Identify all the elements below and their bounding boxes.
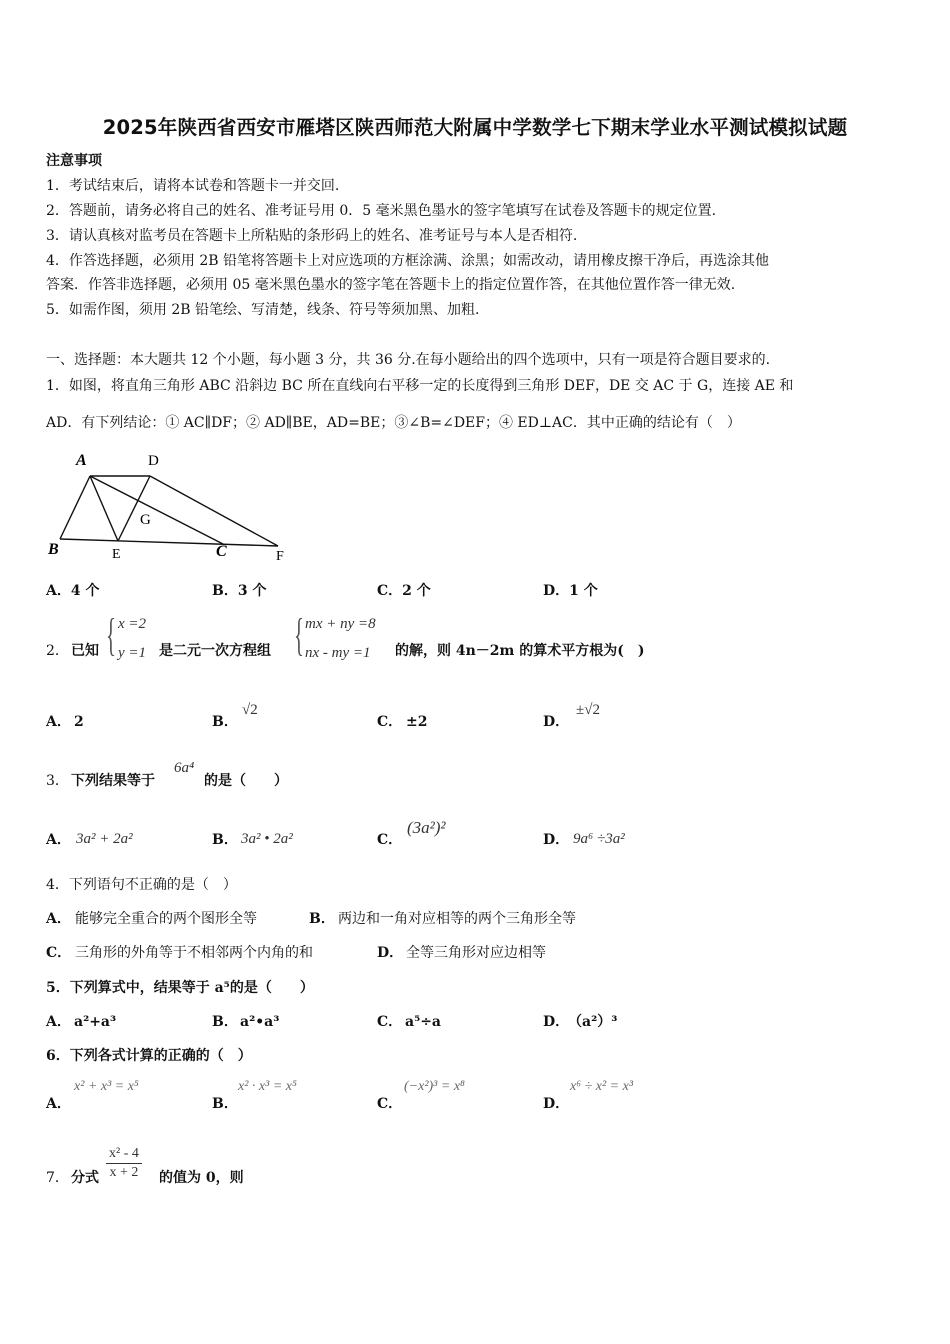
q1-stem-line2: AD．有下列结论：① AC∥DF；② AD∥BE，AD=BE；③∠B=∠DEF；④ ED⊥AC．其中正确的结论有（ ） [46, 415, 741, 431]
q6-stem: 6．下列各式计算的正确的（ ） [46, 1048, 252, 1064]
q3-option-a-letter: A． [46, 832, 71, 848]
q2-option-a: 2 [74, 714, 84, 730]
q1-label-B: B [48, 541, 59, 558]
q1-label-D: D [148, 453, 159, 469]
notice-item-2: 2．答题前，请务必将自己的姓名、准考证号用 0．5 毫米黑色墨水的签字笔填写在试卷及答题卡的规定位置. [46, 203, 717, 219]
notice-item-3: 3．请认真核对监考员在答题卡上所粘贴的条形码上的姓名、准考证号与本人是否相符. [46, 228, 578, 244]
q5-option-d: （a²）³ [568, 1014, 618, 1030]
q2-option-a-letter: A． [46, 714, 71, 730]
q3-post: 的是（ ） [204, 773, 288, 789]
q3-option-b-letter: B． [212, 832, 238, 848]
q7-number: 7． [46, 1170, 69, 1186]
q2-sys2-eq1: mx + ny =8 [305, 616, 376, 632]
q4-option-b: 两边和一角对应相等的两个三角形全等 [338, 911, 576, 927]
q3-pre: 下列结果等于 [71, 773, 155, 789]
q6-option-b: x² · x³ = x⁵ [238, 1079, 297, 1094]
q6-option-a: x² + x³ = x⁵ [74, 1079, 139, 1094]
q2-option-d-letter: D． [543, 714, 570, 730]
q4-stem: 4．下列语句不正确的是（ ） [46, 877, 237, 893]
q5-option-d-letter: D． [543, 1014, 570, 1030]
q1-label-G: G [140, 512, 151, 528]
q4-option-a-letter: A． [46, 911, 71, 927]
q4-option-c-letter: C． [46, 945, 72, 961]
q6-option-a-letter: A． [46, 1096, 71, 1112]
q3-option-c-letter: C． [377, 832, 403, 848]
notice-item-5: 5．如需作图，须用 2B 铅笔绘、写清楚，线条、符号等须加黑、加粗. [46, 302, 480, 318]
q4-option-a: 能够完全重合的两个图形全等 [75, 911, 257, 927]
q2-option-d: ±√2 [576, 702, 600, 718]
q1-label-C: C [216, 543, 227, 560]
section-heading: 一、选择题：本大题共 12 个小题，每小题 3 分，共 36 分.在每小题给出的四个选项中，只有一项是符合题目要求的. [46, 352, 771, 368]
page-title: 2025年陕西省西安市雁塔区陕西师范大附属中学数学七下期末学业水平测试模拟试题 [102, 116, 848, 139]
q3-option-d: 9a⁶ ÷3a² [573, 831, 625, 847]
q7-pre: 分式 [71, 1170, 99, 1186]
q1-option-d: D．1 个 [543, 583, 598, 599]
q7-denominator: x + 2 [109, 1165, 139, 1180]
q1-stem-line1: 1．如图，将直角三角形 ABC 沿斜边 BC 所在直线向右平移一定的长度得到三角形 DEF，DE 交 AC 于 G，连接 AE 和 [46, 378, 794, 394]
q1-figure [40, 446, 300, 566]
q7-fraction [106, 1146, 142, 1181]
q4-option-c: 三角形的外角等于不相邻两个内角的和 [75, 945, 313, 961]
q3-option-a: 3a² + 2a² [76, 831, 133, 847]
q2-pre: 已知 [71, 643, 99, 659]
notice-heading: 注意事项 [46, 153, 102, 169]
q1-label-A: A [76, 452, 87, 469]
q3-option-b: 3a² • 2a² [241, 831, 293, 847]
q2-post: 的解，则 4n－2m 的算术平方根为( ) [395, 643, 645, 659]
q2-sys1-eq1: x =2 [118, 616, 147, 632]
q1-label-E: E [112, 547, 121, 562]
q6-option-d-letter: D． [543, 1096, 570, 1112]
q2-brace-1: { [106, 609, 116, 660]
q6-option-b-letter: B． [212, 1096, 238, 1112]
notice-item-4: 4．作答选择题，必须用 2B 铅笔将答题卡上对应选项的方框涂满、涂黑；如需改动，请用橡皮擦干净后，再选涂其他 [46, 253, 769, 269]
q5-stem: 5．下列算式中，结果等于 a⁵的是（ ） [46, 980, 314, 996]
notice-item-1: 1．考试结束后，请将本试卷和答题卡一并交回. [46, 178, 340, 194]
q5-option-c: a⁵÷a [405, 1014, 442, 1030]
q2-option-c-letter: C． [377, 714, 403, 730]
q3-option-c: (3a²)² [407, 818, 446, 837]
q5-option-a: a²+a³ [74, 1014, 117, 1030]
q2-option-b: √2 [242, 702, 258, 718]
q5-option-b-letter: B． [212, 1014, 238, 1030]
q2-sys2-eq2: nx - my =1 [305, 645, 371, 661]
q3-option-d-letter: D． [543, 832, 570, 848]
q3-expr: 6a⁴ [174, 760, 195, 776]
q1-option-b: B．3 个 [212, 583, 267, 599]
q7-post: 的值为 0，则 [159, 1170, 244, 1186]
q1-option-a: A．4 个 [46, 583, 100, 599]
q5-option-a-letter: A． [46, 1014, 71, 1030]
q2-mid: 是二元一次方程组 [159, 643, 271, 659]
q4-option-b-letter: B． [309, 911, 335, 927]
q6-option-c-letter: C． [377, 1096, 403, 1112]
q2-number: 2． [46, 643, 69, 659]
q4-option-d: 全等三角形对应边相等 [406, 945, 546, 961]
q2-sys1-eq2: y =1 [118, 645, 147, 661]
q7-numerator: x² - 4 [106, 1146, 142, 1164]
q4-option-d-letter: D． [377, 945, 404, 961]
q5-option-b: a²•a³ [240, 1014, 280, 1030]
q6-option-c: (−x²)³ = x⁸ [404, 1079, 465, 1094]
q6-option-d: x⁶ ÷ x² = x³ [570, 1079, 634, 1094]
q2-option-b-letter: B． [212, 714, 238, 730]
notice-item-4-cont: 答案．作答非选择题，必须用 05 毫米黑色墨水的签字笔在答题卡上的指定位置作答，在其他位置作答一律无效. [46, 277, 736, 293]
q3-number: 3． [46, 773, 69, 789]
q1-label-F: F [276, 549, 284, 564]
q1-option-c: C．2 个 [377, 583, 431, 599]
q5-option-c-letter: C． [377, 1014, 403, 1030]
q2-brace-2: { [294, 609, 304, 660]
q2-option-c: ±2 [406, 714, 428, 730]
